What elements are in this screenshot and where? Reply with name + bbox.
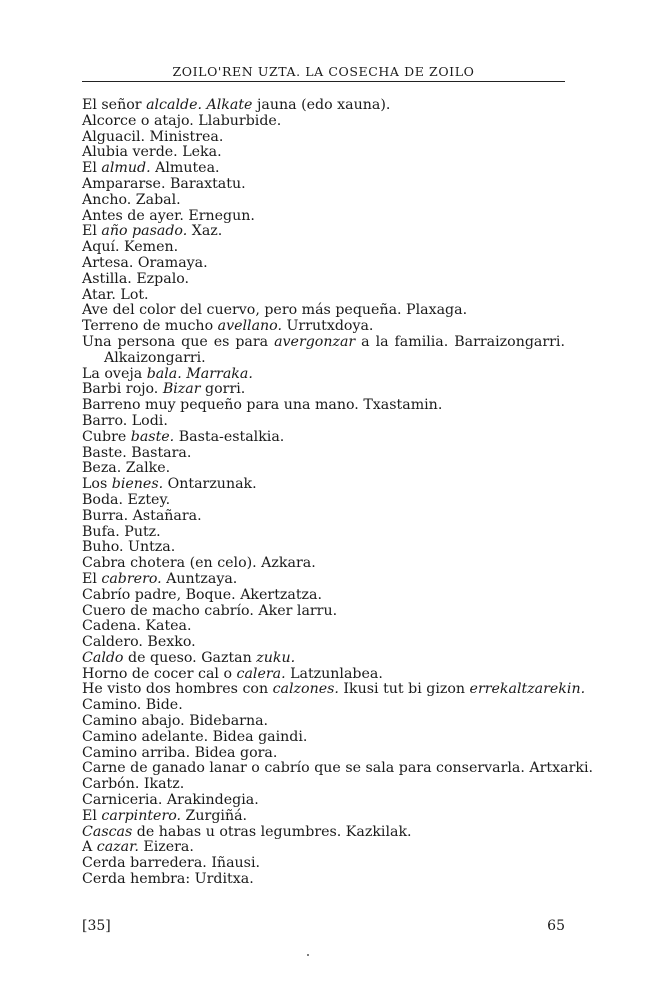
entry-text: Camino abajo. Bidebarna. [82, 713, 269, 730]
glossary-entry [82, 398, 565, 414]
entry-text: Cerda hembra: Urditxa. [82, 871, 254, 888]
glossary-entry [82, 525, 565, 541]
glossary-entry [82, 825, 565, 841]
entry-text: Boda. Eztey. [82, 491, 171, 508]
italic-term: bala. [146, 365, 182, 382]
entry-text: Carne de ganado lanar o cabrío que se sala para conservarla. Artxarki. [82, 760, 594, 777]
entry-text: Cabra chotera (en celo). Azkara. [82, 555, 316, 572]
entry-text: Basta-estalkia. [174, 428, 285, 445]
entry-text: Camino arriba. Bidea gora. [82, 744, 278, 761]
glossary-entry [82, 651, 565, 667]
italic-term: errekaltzarekin. [469, 681, 586, 698]
entry-text: Cubre [82, 428, 131, 445]
italic-term: carpintero. [101, 807, 182, 824]
entry-text: Los [82, 476, 112, 493]
entry-text: Horno de cocer cal o [82, 665, 237, 682]
glossary-entry [82, 240, 565, 256]
entry-text: Camino adelante. Bidea gaindi. [82, 728, 308, 745]
glossary-entry [82, 367, 565, 383]
entry-text: Cerda barredera. Iñausi. [82, 855, 260, 872]
italic-term: almud. [101, 160, 151, 177]
glossary-entry [82, 193, 565, 209]
entry-text: Una persona que es para [82, 333, 275, 350]
running-header: ZOILO'REN UZTA. LA COSECHA DE ZOILO [172, 64, 475, 79]
glossary-entry [82, 477, 565, 493]
glossary-entry [82, 130, 565, 146]
entry-text: Carniceria. Arakindegia. [82, 792, 259, 809]
glossary-entry [82, 872, 565, 888]
entry-text: Barro. Lodi. [82, 412, 168, 429]
entry-text: Bufa. Putz. [82, 523, 161, 540]
entry-text: Auntzaya. [161, 570, 238, 587]
glossary-entry [82, 319, 565, 335]
glossary-entry [82, 746, 565, 762]
entry-text: Ampararse. Baraxtatu. [82, 175, 246, 192]
entry-text: Eizera. [138, 839, 194, 856]
entry-text: A [82, 839, 97, 856]
entry-text: El [82, 807, 102, 824]
glossary-list [82, 97, 594, 888]
entry-text: Carbón. Ikatz. [82, 776, 185, 793]
entry-text: Almutea. [150, 160, 220, 177]
entry-text: Burra. Astañara. [82, 507, 202, 524]
entry-text: La oveja [82, 365, 147, 382]
entry-text: Ikusi tut bi gizon [338, 681, 470, 698]
glossary-entry [82, 446, 565, 462]
entry-text: Buho. Untza. [82, 539, 176, 556]
page-bracket-number: [35] [82, 918, 111, 934]
entry-text: Alcorce o atajo. Llaburbide. [82, 112, 282, 129]
italic-term: cabrero. [101, 570, 162, 587]
italic-term: año pasado. [101, 223, 188, 240]
italic-term: calera. [236, 665, 286, 682]
entry-text: El [82, 570, 102, 587]
entry-text: He visto dos hombres con [82, 681, 273, 698]
glossary-entry [82, 161, 565, 177]
italic-term: zuku. [256, 649, 296, 666]
glossary-entry [82, 382, 565, 398]
glossary-entry [82, 98, 565, 114]
entry-text: Zurgiñá. [181, 807, 248, 824]
entry-text: Barbi rojo. [82, 381, 163, 398]
glossary-entry [82, 493, 565, 509]
entry-text: Urrutxdoya. [281, 318, 374, 335]
glossary-entry [82, 335, 565, 367]
entry-text: Atar. Lot. [82, 286, 149, 303]
glossary-entry [82, 224, 565, 240]
page-number: 65 [547, 918, 565, 934]
entry-text: Alguacil. Ministrea. [82, 128, 224, 145]
entry-text: Alubia verde. Leka. [82, 144, 222, 161]
italic-term: alcalde. [146, 97, 202, 113]
entry-text: Antes de ayer. Ernegun. [82, 207, 255, 224]
italic-term: Cascas [82, 823, 133, 840]
glossary-entry [82, 681, 586, 698]
glossary-entry [82, 414, 565, 430]
glossary-entry [82, 272, 565, 288]
entry-text: Cadena. Katea. [82, 618, 192, 635]
glossary-entry [82, 114, 565, 130]
entry-text: Camino. Bide. [82, 697, 183, 714]
glossary-entry [82, 840, 565, 856]
italic-term: avellano. [217, 318, 282, 335]
glossary-entry [82, 209, 565, 225]
glossary-entry [82, 635, 565, 651]
entry-text: Barreno muy pequeño para una mano. Txastamin. [82, 397, 443, 414]
glossary-entry [82, 777, 565, 793]
italic-term: calzones. [272, 681, 339, 698]
glossary-entry [82, 714, 565, 730]
entry-text: Baste. Bastara. [82, 444, 192, 461]
glossary-entry [82, 619, 565, 635]
italic-term: baste. [130, 428, 175, 445]
print-mark [307, 954, 309, 956]
italic-term: Marraka. [186, 365, 253, 382]
glossary-entry [82, 730, 565, 746]
glossary-entry [82, 303, 565, 319]
glossary-entry [82, 540, 565, 556]
glossary-entry [82, 509, 565, 525]
entry-text: Beza. Zalke. [82, 460, 171, 477]
italic-term: Alkate [206, 97, 253, 113]
glossary-entry [82, 809, 565, 825]
italic-term: Bizar [162, 381, 201, 398]
italic-term: cazar. [96, 839, 139, 856]
glossary-entry [82, 430, 565, 446]
glossary-entry [82, 856, 565, 872]
italic-term: Caldo [82, 649, 124, 666]
entry-text: Ancho. Zabal. [82, 191, 181, 208]
glossary-entry [82, 572, 565, 588]
entry-text: Aquí. Kemen. [82, 239, 179, 256]
entry-text: de habas u otras legumbres. Kazkilak. [132, 823, 412, 840]
glossary-entry [82, 256, 565, 272]
glossary-entry [82, 556, 565, 572]
glossary-entry [82, 177, 565, 193]
entry-text: Ave del color del cuervo, pero más pequeña. Plaxaga. [82, 302, 468, 319]
entry-text: Caldero. Bexko. [82, 634, 196, 651]
italic-term: bienes. [111, 476, 164, 493]
entry-text: Cabrío padre, Boque. Akertzatza. [82, 586, 322, 603]
entry-text: Latzunlabea. [285, 665, 383, 682]
entry-text: El [82, 160, 102, 177]
glossary-entry [82, 760, 594, 777]
glossary-entry [82, 667, 565, 683]
glossary-entry [82, 604, 565, 620]
entry-text: Terreno de mucho [82, 318, 218, 335]
entry-text: Cuero de macho cabrío. Aker larru. [82, 602, 338, 619]
glossary-entry [82, 145, 565, 161]
header-rule [82, 81, 565, 82]
glossary-entry [82, 793, 565, 809]
glossary-entry [82, 288, 565, 304]
entry-text: Astilla. Ezpalo. [82, 270, 190, 287]
entry-text: de queso. Gaztan [123, 649, 257, 666]
entry-text: gorri. [200, 381, 246, 398]
entry-text: a la familia. Barraizongarri. Alkaizongarri. [104, 333, 565, 366]
entry-text: El [82, 223, 102, 240]
entry-text: Artesa. Oramaya. [82, 254, 208, 271]
italic-term: avergonzar [274, 333, 356, 350]
entry-text: Xaz. [187, 223, 223, 240]
glossary-entry [82, 698, 565, 714]
entry-text: jauna (edo xauna). [252, 97, 391, 113]
glossary-entry [82, 461, 565, 477]
entry-text: Ontarzunak. [163, 476, 257, 493]
glossary-entry [82, 588, 565, 604]
entry-text: El señor [82, 97, 147, 113]
